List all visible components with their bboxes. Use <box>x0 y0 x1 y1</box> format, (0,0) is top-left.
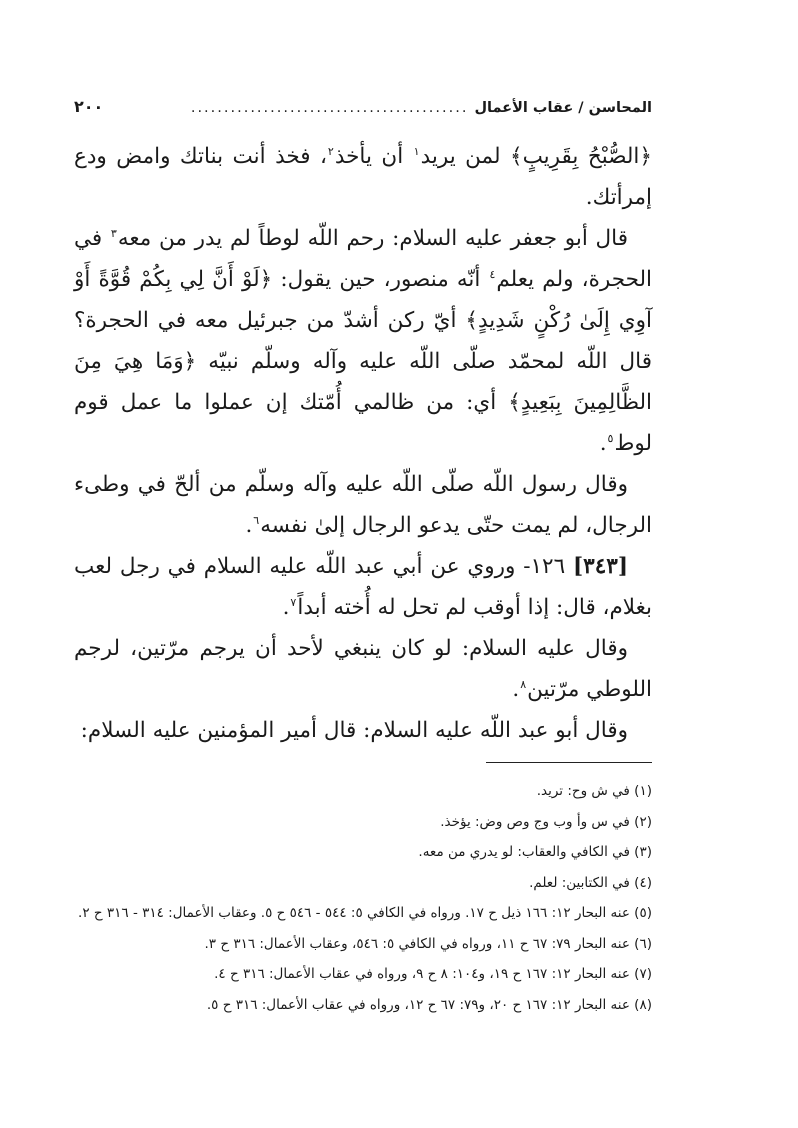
footnote: (٨) عنه البحار ١٢: ١٦٧ ح ٢٠، و٧٩: ٦٧ ح ١٢، ورواه في عقاب الأعمال: ٣١٦ ح ٥. <box>206 996 652 1013</box>
hadith-reference-number: [٣٤٣] <box>572 554 628 579</box>
text-run: . <box>282 595 290 620</box>
paragraph <box>74 546 652 628</box>
footnote: (٢) في س وأ وب وج وص وض: يؤخذ. <box>440 813 652 830</box>
text-run: وقال عليه السلام: لو كان ينبغي لأحد أن يرجم مرّتين، لرجم اللوطي مرّتين <box>74 636 652 702</box>
footnote: (٥) عنه البحار ١٢: ١٦٦ ذيل ح ١٧. ورواه في الكافي ٥: ٥٤٤ - ٥٤٦ ح ٥. وعقاب الأعمال: ٣١٤ - ٣١٦ ح ٢. <box>78 905 652 921</box>
footnotes <box>74 776 652 1020</box>
footnote: (٧) عنه البحار ١٢: ١٦٧ ح ١٩، و١٠٤: ٨ ح ٩، ورواه في عقاب الأعمال: ٣١٦ ح ٤. <box>214 966 652 982</box>
running-head-leader-dots: .......................................... <box>190 100 469 116</box>
paragraph <box>74 464 652 546</box>
text-run: أن يأخذ <box>334 144 413 169</box>
footnote-marker: ٦ <box>253 513 260 527</box>
paragraph <box>74 136 652 218</box>
paragraph <box>74 710 652 751</box>
footnote-marker: ٧ <box>290 595 297 609</box>
text-run: . <box>599 431 607 456</box>
footnote-marker: ٨ <box>520 677 527 691</box>
text-run: ١٢٦- وروي عن أبي عبد اللّه عليه السلام في رجل لعب بغلام، قال: إذا أوقب لم تحل له أُخته أبداً <box>74 554 652 620</box>
footnote-marker: ٣ <box>110 226 117 240</box>
text-run: ، فخذ أنت بناتك وامض ودع إمرأتك. <box>74 144 652 210</box>
footnote-marker: ٤ <box>489 267 496 281</box>
text-run: وقال أبو عبد اللّه عليه السلام: قال أمير المؤمنين عليه السلام: <box>80 718 628 743</box>
running-head-title: المحاسن / عقاب الأعمال <box>474 100 652 116</box>
page-number: ٢٠٠ <box>74 97 104 116</box>
paragraph <box>74 628 652 710</box>
running-head <box>74 92 652 122</box>
footnote: (٦) عنه البحار ٧٩: ٦٧ ح ١١، ورواه في الكافي ٥: ٥٤٦، وعقاب الأعمال: ٣١٦ ح ٣. <box>204 935 652 952</box>
footnote: (١) في ش وح: تريد. <box>536 783 652 799</box>
paragraph <box>74 218 652 464</box>
text-run: . <box>245 513 253 538</box>
text-run: وقال رسول اللّه صلّى اللّه عليه وآله وسلّم من ألحّ في وطىء الرجال، لم يمت حتّى يدعو الرجال إلىٰ نفسه <box>74 472 652 538</box>
text-run: قال أبو جعفر عليه السلام: رحم اللّه لوطاً لم يدر من معه <box>117 226 628 251</box>
footnote: (٤) في الكتابين: لعلم. <box>529 874 652 891</box>
footnote-marker: ٢ <box>327 144 334 158</box>
footnote: (٣) في الكافي والعقاب: لو يدري من معه. <box>418 844 652 860</box>
footnote-marker: ١ <box>413 144 420 158</box>
footnote-marker: ٥ <box>607 431 614 445</box>
text-run: في الحجرة، ولم يعلم <box>74 226 652 292</box>
main-text <box>74 136 652 751</box>
text-run: أنّه منصور، حين يقول: ﴿لَوْ أَنَّ لِي بِكُمْ قُوَّةً أَوْ آوِي إِلَىٰ رُكْنٍ شَدِيدٍ﴾ أيّ ركن أشدّ من جبرئيل معه في الحجرة؟ قال اللّه لمحمّد صلّى اللّه عليه وآله وسلّم نبيّه ﴿وَمَا هِيَ مِنَ الظَّالِمِينَ بِبَعِيدٍ﴾ أي: من ظالمي أُمّتك إن عملوا ما عمل قوم لوط <box>74 267 652 456</box>
footnote-separator <box>486 762 652 763</box>
text-run: ﴿الصُّبْحُ بِقَرِيبٍ﴾ لمن يريد <box>420 144 652 169</box>
text-run: . <box>512 677 520 702</box>
book-page <box>74 92 652 1092</box>
